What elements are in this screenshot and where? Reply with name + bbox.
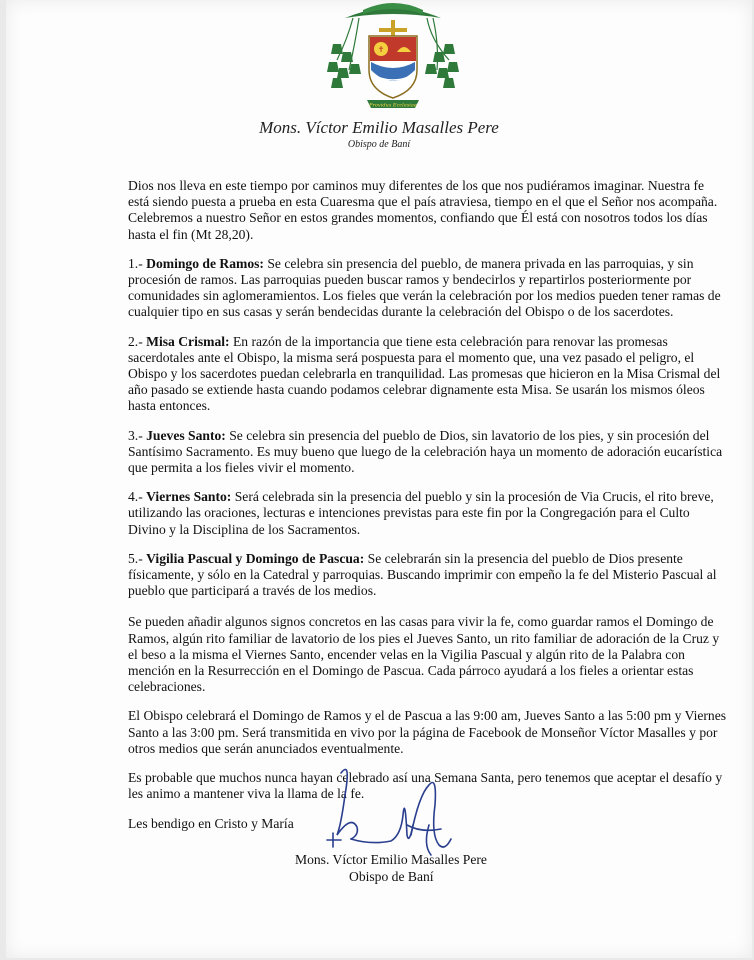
letter-body: [128, 178, 728, 845]
episcopal-coat-of-arms: [323, 0, 463, 112]
closing-paragraph: Es probable que muchos nunca hayan celebrado así una Semana Santa, pero tenemos que aceptar el desafío y les animo a mantener viva la llama de la fe.: [128, 770, 723, 802]
letterhead: [6, 118, 752, 150]
list-item: 1.- Domingo de Ramos: Se celebra sin presencia del pueblo, de manera privada en las parroquias, y sin procesión de ramos. Las parroquias pueden buscar ramos y bendecirlos y repartirlos posteriormente por comunidades sin aglomeramientos. Los fieles que verán la celebración por los medios pueden tener ramas de cualquier tipo en sus casas y serán bendecidas durante la celebración del Obispo o de los sacerdotes.: [128, 255, 721, 320]
instructions-list: [128, 256, 728, 600]
list-item: 3.- Jueves Santo: Se celebra sin presencia del pueblo de Dios, sin lavatorio de los pies, y sin procesión del Santísimo Sacramento. Es muy bueno que luego de la celebración haya un momento de adoración eucarística que permita a los fieles vivir el momento.: [128, 427, 723, 476]
intro-paragraph: Dios nos lleva en este tiempo por caminos muy diferentes de los que nos pudiéramos imaginar. Nuestra fe está siendo puesta a prueba en esta Cuaresma que el país atraviesa, tiempo en el que el Señor nos acompaña. Celebremos a nuestro Señor en estos grandes momentos, confiando que Él está con nosotros todos los días hasta el fin (Mt 28,20).: [128, 178, 718, 242]
list-item: 2.- Misa Crismal: En razón de la importancia que tiene esta celebración para renovar las promesas sacerdotales ante el Obispo, la misma será pospuesta para el momento que, una vez pasado el peligro, el Obispo y los sacerdotes puedan celebrarla en tranquilidad. Las promesas que hicieron en la Misa Crismal del año pasado se extiende hasta cuando podamos celebrar dignamente esta Misa. Se usarán los mismos óleos hasta entonces.: [128, 333, 721, 414]
schedule-paragraph: El Obispo celebrará el Domingo de Ramos y el de Pascua a las 9:00 am, Jueves Santo a las 5:00 pm y Viernes Santo a las 3:00 pm. Será transmitida en vivo por la página de Facebook de Monseñor Víctor Masalles y por otros medios que serán anunciados eventualmente.: [128, 708, 727, 756]
bishop-title: Obispo de Baní: [347, 139, 411, 150]
list-item: 4.- Viernes Santo: Será celebrada sin la presencia del pueblo y sin la procesión de Via Crucis, el rito breve, utilizando las oraciones, lecturas e intenciones previstas para este fin por la Congregación para el Culto Divino y la Disciplina de los Sacramentos.: [128, 489, 714, 537]
signatory-name: Mons. Víctor Emilio Masalles Pere: [295, 852, 487, 867]
svg-text:✝: ✝: [377, 45, 385, 54]
signature-block: [295, 852, 487, 885]
blessing-line: Les bendigo en Cristo y María: [128, 815, 294, 831]
list-item: 5.- Vigilia Pascual y Domingo de Pascua: Se celebrarán sin la presencia del pueblo de Dios presente físicamente, y sólo en la Catedral y parroquias. Buscando imprimir con empeño la fe del Misterio Pascual al pueblo que participará a través de los medios.: [128, 550, 717, 599]
signatory-title: Obispo de Baní: [349, 868, 434, 884]
bishop-name: Mons. Víctor Emilio Masalles Pere: [259, 118, 499, 137]
letter-page: [6, 0, 752, 958]
handwritten-signature: [311, 755, 481, 915]
crest-motto: Providus Ecclesiae: [369, 102, 417, 109]
signs-paragraph: Se pueden añadir algunos signos concretos en las casas para vivir la fe, como guardar ramos el Domingo de Ramos, algún rito familiar de lavatorio de los pies el Jueves Santo, un rito familiar de adoración de la Cruz y el beso a la misma el Viernes Santo, encender velas en la Vigilia Pascual y algún rito de la Palabra con mención en la Resurrección en el Domingo de Pascua. Cada párroco ayudará a los fieles a orientar estas celebraciones.: [128, 614, 720, 695]
